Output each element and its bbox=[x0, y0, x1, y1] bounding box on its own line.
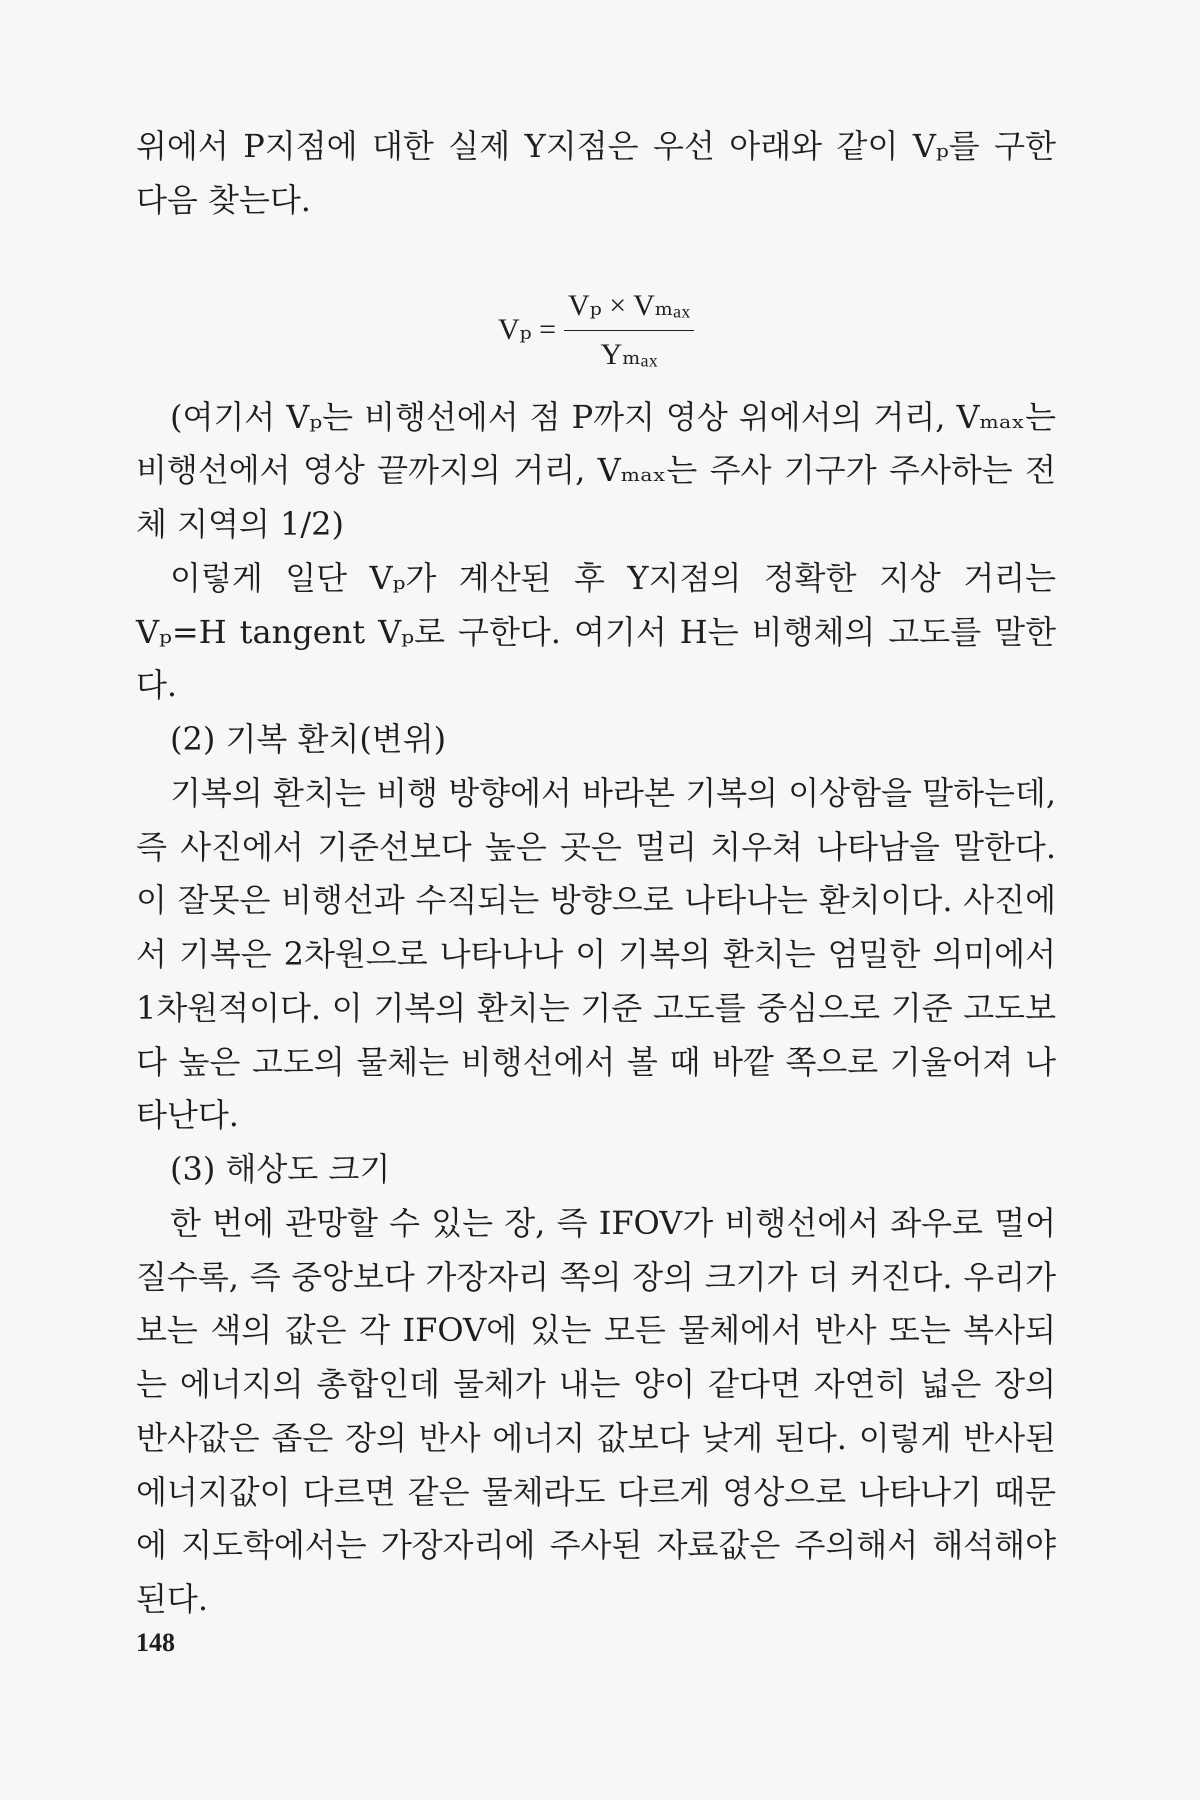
section-2-heading: (2) 기복 환치(변위) bbox=[170, 720, 447, 758]
formula-fraction bbox=[564, 288, 694, 373]
formula-denominator: Yₘₐₓ bbox=[600, 337, 658, 371]
page-content bbox=[136, 120, 1056, 1627]
section-2-body: 기복의 환치는 비행 방향에서 바라본 기복의 이상함을 말하는데, 즉 사진에서 기준선보다 높은 곳은 멀리 치우쳐 나타남을 말한다. 이 잘못은 비행선과 수직되는 방향으로 나타나는 환치이다. 사진에서 기복은 2차원으로 나타나나 이 기복의 환치는 엄밀한 의미에서 1차원적이다. 이 기복의 환치는 기준 고도를 중심으로 기준 고도보다 높은 고도의 물체는 비행선에서 볼 때 바깥 쪽으로 기울어져 나타난다. bbox=[136, 773, 1056, 1135]
formula bbox=[136, 288, 1056, 373]
section-3-body: 한 번에 관망할 수 있는 장, 즉 IFOV가 비행선에서 좌우로 멀어질수록, 즉 중앙보다 가장자리 쪽의 장의 크기가 더 커진다. 우리가 보는 색의 값은 각 IFOV에 있는 모든 물체에서 반사 또는 복사되는 에너지의 총합인데 물체가 내는 양이 같다면 자연히 넓은 장의 반사값은 좁은 장의 반사 에너지 값보다 낮게 된다. 이렇게 반사된 에너지값이 다르면 같은 물체라도 다르게 영상으로 나타나기 때문에 지도학에서는 가장자리에 주사된 자료값은 주의해서 해석해야 된다. bbox=[136, 1203, 1056, 1618]
formula-lhs: Vₚ = bbox=[497, 313, 557, 346]
formula-numerator: Vₚ × Vₘₐₓ bbox=[564, 288, 694, 331]
after-formula-paragraph: 이렇게 일단 Vₚ가 계산된 후 Y지점의 정확한 지상 거리는 Vₚ=H tangent Vₚ로 구한다. 여기서 H는 비행체의 고도를 말한다. bbox=[136, 558, 1056, 705]
where-paragraph: (여기서 Vₚ는 비행선에서 점 P까지 영상 위에서의 거리, Vₘₐₓ는 비행선에서 영상 끝까지의 거리, Vₘₐₓ는 주사 기구가 주사하는 전체 지역의 1/2) bbox=[136, 397, 1056, 543]
section-3-heading: (3) 해상도 크기 bbox=[170, 1150, 391, 1188]
intro-paragraph: 위에서 P지점에 대한 실제 Y지점은 우선 아래와 같이 Vₚ를 구한 다음 찾는다. bbox=[136, 127, 1056, 219]
page-number: 148 bbox=[136, 1628, 175, 1657]
